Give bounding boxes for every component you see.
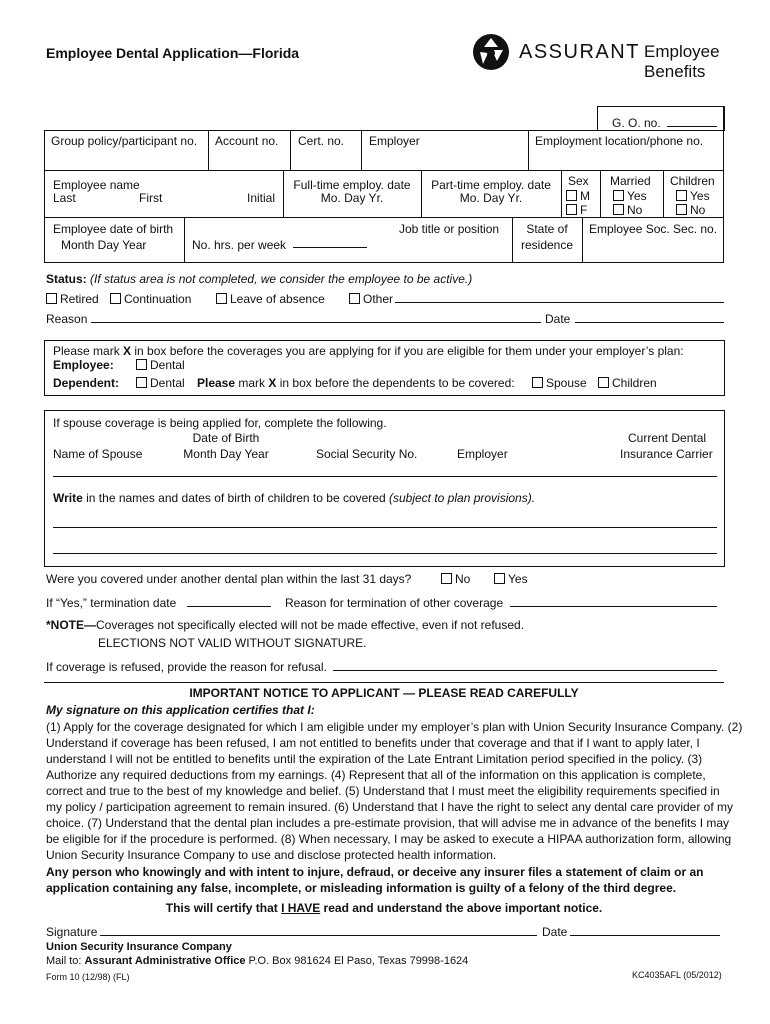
account-no-label: Account no. (215, 134, 279, 148)
go-no-label: G. O. no. (612, 116, 661, 130)
notice-line: (1) Apply for the coverage designated for which I am eligible under my employer’s plan with Union Security Insurance Company. (2) (46, 720, 743, 734)
checkbox-icon (598, 377, 609, 388)
employee-dental[interactable] (136, 358, 185, 372)
rule (208, 130, 209, 170)
notice-line: correct and true to the best of my knowledge and belief. (5) Understand that I must meet the eligibility requirements specified in (46, 784, 720, 798)
children-yes-label: Yes (690, 189, 710, 203)
job-title-label: Job title or position (399, 222, 500, 236)
checkbox-icon (613, 190, 624, 201)
other-field[interactable] (395, 302, 724, 303)
rule (184, 217, 185, 262)
other-plan-yes-label: Yes (508, 572, 528, 586)
children-yes[interactable] (676, 189, 710, 203)
status-line (46, 272, 472, 286)
married-yes-label: Yes (627, 189, 647, 203)
rule (44, 170, 724, 171)
rule (723, 106, 724, 170)
status-label: Status: (46, 272, 87, 286)
brand-sub1: Employee (644, 42, 720, 61)
rule (561, 170, 562, 217)
certify-statement (44, 901, 724, 915)
leave-label: Leave of absence (230, 292, 325, 306)
status-note: (If status area is not completed, we consider the employee to be active.) (90, 272, 473, 286)
children-label: Children (670, 174, 715, 188)
checkbox-icon (110, 293, 121, 304)
notice-line: be eligible for if the procedure is performed. (8) When necessary, I may be asked to execute a HIPAA authorization form, allowing (46, 832, 732, 846)
please-text: Please (197, 376, 236, 390)
checkbox-icon (46, 293, 57, 304)
notice-line: my policy / participation agreement to remain insured. (6) Understand that I have the right to select any dental care provider of my (46, 800, 734, 814)
notice-certifies: My signature on this application certifies that I: (46, 703, 315, 717)
rule (600, 170, 601, 217)
employment-location-label: Employment location/phone no. (535, 134, 704, 148)
spouse-dob-sub: Month Day Year (183, 447, 269, 461)
sex-f[interactable] (566, 203, 587, 217)
carrier-label-1: Current Dental (628, 431, 707, 445)
checkbox-icon (136, 359, 147, 370)
spouse-box (44, 410, 725, 567)
spouse-employer-label: Employer (457, 447, 508, 461)
checkbox-icon (349, 293, 360, 304)
checkbox-icon (216, 293, 227, 304)
spouse-ssn-label: Social Security No. (316, 447, 418, 461)
mail-to (46, 954, 468, 968)
certify-have: I HAVE (281, 901, 321, 915)
notice-line: choice. (7) Understand that the dental plan includes a pre-estimate provision, that will advise me in advance of the benefits I may (46, 816, 730, 830)
fraud-warning-1: Any person who knowingly and with intent to injure, defraud, or deceive any insurer files a statement of claim or an (46, 865, 704, 879)
hrs-label: No. hrs. per week (192, 238, 287, 252)
checkbox-icon (532, 377, 543, 388)
dependent-dental[interactable] (136, 376, 185, 390)
spouse-name-label: Name of Spouse (53, 447, 143, 461)
refusal-field[interactable] (333, 670, 717, 671)
rule (44, 217, 724, 218)
other-plan-no[interactable] (441, 572, 470, 586)
children-no[interactable] (676, 203, 705, 217)
checkbox-icon (494, 573, 505, 584)
coverage-text-a: Please mark (53, 344, 124, 358)
write-text: in the names and dates of birth of children to be covered (82, 491, 389, 505)
write-instruction (53, 491, 535, 505)
sex-label: Sex (568, 174, 589, 188)
mail-label: Mail to: (46, 955, 85, 967)
state-label-1: State of (526, 222, 568, 236)
date-label: Date (545, 312, 571, 326)
checkbox-icon (613, 204, 624, 215)
certify-a: This will certify that (165, 901, 282, 915)
notice-line: Union Security Insurance Company to use and disclose protected health information. (46, 848, 497, 862)
cert-no-label: Cert. no. (298, 134, 345, 148)
notice-line: Understand if coverage has been refused, I am not entitled to benefits under that coverage and that if I want to apply later, I (46, 736, 700, 750)
checkbox-icon (566, 204, 577, 215)
termination-date-field[interactable] (187, 606, 271, 607)
rule (528, 130, 529, 170)
rule (723, 170, 724, 262)
note-line (46, 618, 524, 632)
form-number: Form 10 (12/98) (FL) (46, 972, 130, 982)
page-title: Employee Dental Application—Florida (46, 45, 300, 61)
note-label: *NOTE— (46, 618, 97, 632)
signature-label: Signature (46, 925, 98, 939)
write-note: (subject to plan provisions). (388, 491, 536, 505)
married-no[interactable] (613, 203, 642, 217)
signature-date-label: Date (542, 925, 568, 939)
first-label: First (139, 191, 163, 205)
married-label: Married (610, 174, 651, 188)
rule (44, 130, 45, 170)
termination-reason-field[interactable] (510, 606, 717, 607)
dependent-instruction (197, 376, 515, 390)
brand-sub2: Benefits (644, 62, 706, 81)
status-continuation[interactable] (110, 292, 191, 306)
mail-office: Assurant Administrative Office (84, 955, 246, 967)
fulltime-label: Full-time employ. date (293, 178, 411, 192)
group-policy-label: Group policy/participant no. (51, 134, 198, 148)
sex-m[interactable] (566, 189, 590, 203)
note-text: Coverages not specifically elected will not be made effective, even if not refused. (96, 618, 525, 632)
employer-label: Employer (369, 134, 420, 148)
notice-heading: IMPORTANT NOTICE TO APPLICANT — PLEASE READ CAREFULLY (189, 686, 579, 700)
fraud-warning-2: application containing any false, incomplete, or misleading information is guilty of a felony of the third degree. (46, 881, 677, 895)
mark-text: mark (235, 376, 269, 390)
retired-label: Retired (60, 292, 99, 306)
children-field-1[interactable] (53, 527, 717, 528)
other-plan-yes[interactable] (494, 572, 528, 586)
status-other[interactable] (349, 292, 393, 306)
brand-name: ASSURANT (519, 41, 640, 63)
employee-name-label: Employee name (53, 178, 140, 192)
employee-dental-label: Dental (150, 358, 185, 372)
state-label-2: residence (520, 238, 574, 252)
termination-reason-label: Reason for termination of other coverage (285, 596, 504, 610)
employee-coverage-label: Employee: (53, 358, 114, 372)
rule (44, 262, 724, 263)
reason-field[interactable] (91, 322, 541, 323)
spouse-label: Spouse (546, 376, 587, 390)
rule (44, 170, 45, 262)
signature-field[interactable] (100, 935, 537, 936)
elections-note: ELECTIONS NOT VALID WITHOUT SIGNATURE. (98, 636, 367, 650)
spouse-checkbox[interactable] (532, 376, 587, 390)
parttime-label: Part-time employ. date (431, 178, 551, 192)
parttime-sub: Mo. Day Yr. (459, 191, 523, 205)
spouse-intro: If spouse coverage is being applied for, complete the following. (53, 416, 387, 430)
assurant-logo-icon (472, 33, 510, 71)
fulltime-sub: Mo. Day Yr. (320, 191, 384, 205)
spouse-dob-label: Date of Birth (192, 431, 260, 445)
sex-m-label: M (580, 189, 590, 203)
checkbox-icon (676, 204, 687, 215)
sex-f-label: F (580, 203, 588, 217)
status-retired[interactable] (46, 292, 99, 306)
spouse-info-field[interactable] (53, 476, 717, 477)
dependent-coverage-label: Dependent: (53, 376, 119, 390)
children-field-2[interactable] (53, 553, 717, 554)
other-plan-no-label: No (455, 572, 471, 586)
status-leave[interactable] (216, 292, 325, 306)
dependent-x: X (268, 376, 277, 390)
rule (44, 682, 724, 683)
other-label: Other (363, 292, 394, 306)
rule (290, 130, 291, 170)
married-yes[interactable] (613, 189, 647, 203)
coverage-text-b: in box before the coverages you are applying for if you are eligible for them under your employer’s plan: (131, 344, 684, 358)
checkbox-icon (566, 190, 577, 201)
notice-line: Authorize any required deductions from my earnings. (4) Represent that all of the information on this application is complete, (46, 768, 706, 782)
dependent-text: in box before the dependents to be covered: (276, 376, 515, 390)
signature-date-field[interactable] (570, 935, 720, 936)
other-plan-question: Were you covered under another dental plan within the last 31 days? (46, 572, 412, 586)
ssn-label: Employee Soc. Sec. no. (589, 222, 718, 236)
certify-b: read and understand the above important notice. (320, 901, 603, 915)
dob-label: Employee date of birth (53, 222, 174, 236)
notice-body (46, 719, 743, 863)
reason-label: Reason (46, 312, 88, 326)
checkbox-icon (676, 190, 687, 201)
rule (361, 130, 362, 170)
continuation-label: Continuation (124, 292, 192, 306)
status-date-field[interactable] (575, 322, 724, 323)
children-coverage-label: Children (612, 376, 657, 390)
write-bold: Write (53, 491, 83, 505)
initial-label: Initial (247, 191, 276, 205)
rule (582, 217, 583, 262)
checkbox-icon (441, 573, 452, 584)
children-no-label: No (690, 203, 706, 217)
rule (44, 130, 724, 131)
rule (663, 170, 664, 217)
notice-line: understand I will not be entitled to benefits until the expiration of the Late Entrant Limitation period specified in the policy. (3) (46, 752, 703, 766)
children-checkbox[interactable] (598, 376, 657, 390)
last-label: Last (53, 191, 76, 205)
go-no-field[interactable] (667, 126, 717, 127)
refusal-label: If coverage is refused, provide the reason for refusal. (46, 660, 327, 674)
hrs-field[interactable] (293, 247, 367, 248)
termination-date-label: If “Yes,” termination date (46, 596, 177, 610)
dependent-dental-label: Dental (150, 376, 185, 390)
coverage-x: X (123, 344, 132, 358)
company-name: Union Security Insurance Company (46, 941, 232, 953)
coverage-instruction (53, 344, 684, 358)
mail-address: P.O. Box 981624 El Paso, Texas 79998-1624 (245, 955, 469, 967)
checkbox-icon (136, 377, 147, 388)
married-no-label: No (627, 203, 643, 217)
form-code: KC4035AFL (05/2012) (632, 970, 722, 980)
dob-sub: Month Day Year (61, 238, 147, 252)
carrier-label-2: Insurance Carrier (620, 447, 713, 461)
